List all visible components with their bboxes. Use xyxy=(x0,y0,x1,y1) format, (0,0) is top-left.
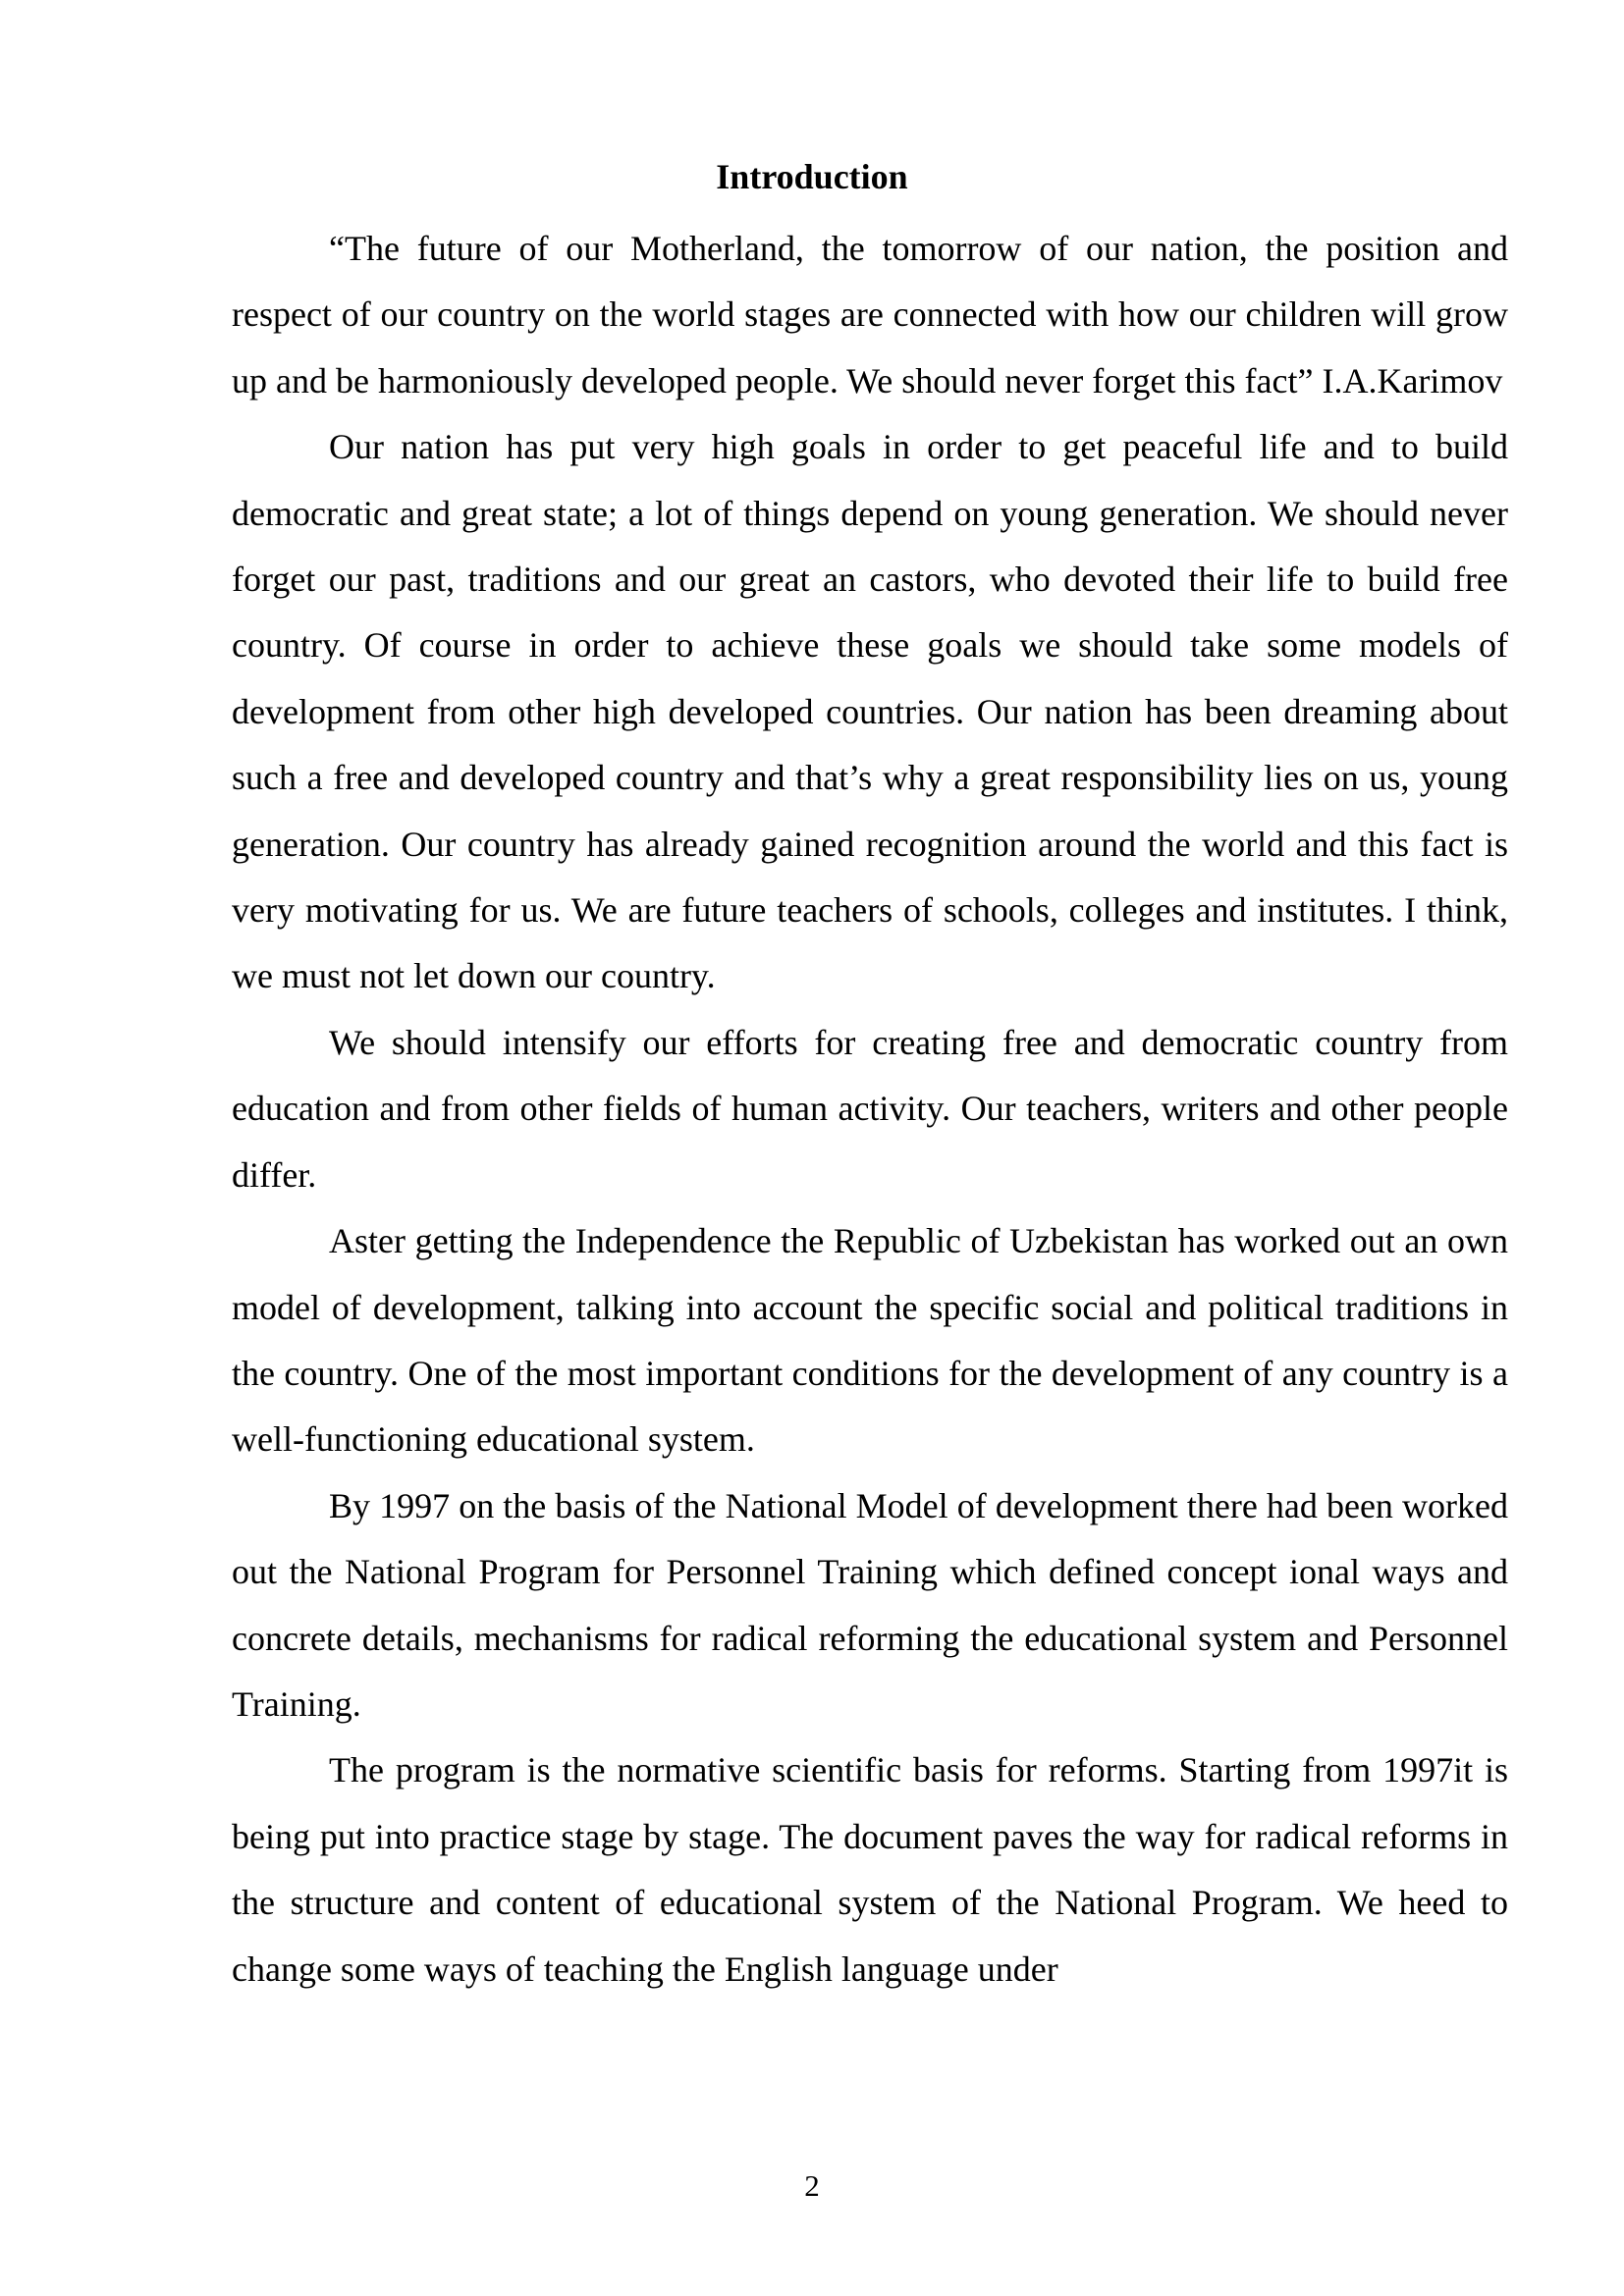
body-text xyxy=(232,216,1508,2002)
paragraph-quote: “The future of our Motherland, the tomorrow of our nation, the position and respect of our country on the world stages are connected with how our children will grow up and be harmoniously developed people. We should never forget this fact” I.A.Karimov xyxy=(232,229,1508,400)
page-title: Introduction xyxy=(716,157,908,196)
paragraph-independence: Aster getting the Independence the Republic of Uzbekistan has worked out an own model of development, talking into account the specific social and political traditions in the country. One of the most important conditions for the development of any country is a well-functioning educational system. xyxy=(232,1221,1508,1460)
page-number: 2 xyxy=(804,2168,820,2203)
paragraph-national-program: By 1997 on the basis of the National Model of development there had been worked out the National Program for Personnel Training which defined concept ional ways and concrete details, mechanisms for radical reforming the educational system and Personnel Training. xyxy=(232,1485,1508,1724)
paragraph-nation-goals: Our nation has put very high goals in order to get peaceful life and to build democratic and great state; a lot of things depend on young generation. We should never forget our past, traditions and our great an castors, who devoted their life to build free country. Of course in order to achieve these goals we should take some models of development from other high developed countries. Our nation has been dreaming about such a free and developed country and that’s why a great responsibility lies on us, young generation. Our country has already gained recognition around the world and this fact is very motivating for us. We are future teachers of schools, colleges and institutes. I think, we must not let down our country. xyxy=(232,427,1508,996)
paragraph-intensify-efforts: We should intensify our efforts for creating free and democratic country from education and from other fields of human activity. Our teachers, writers and other people differ. xyxy=(232,1022,1508,1195)
paragraph-program-basis: The program is the normative scientific basis for reforms. Starting from 1997it is being put into practice stage by stage. The document paves the way for radical reforms in the structure and content of educational system of the National Program. We heed to change some ways of teaching the English language under xyxy=(232,1750,1508,1989)
